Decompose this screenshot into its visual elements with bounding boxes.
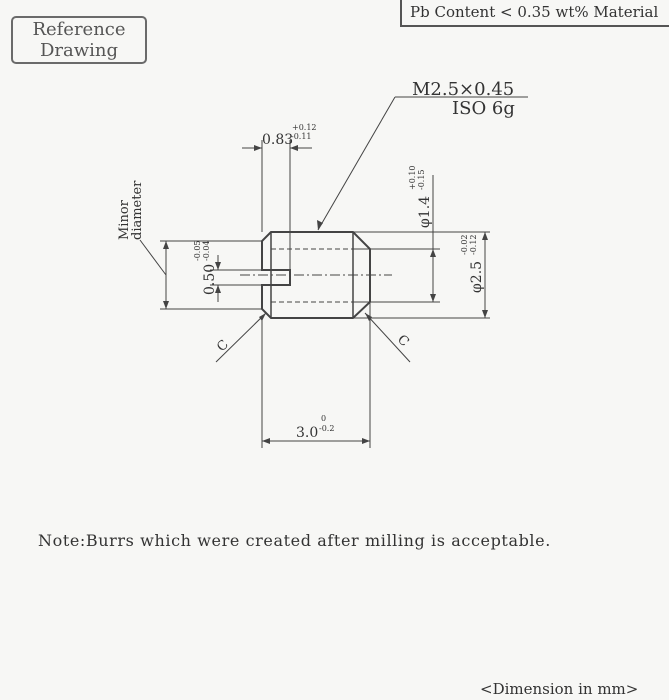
minor-label-line2: diameter	[130, 180, 145, 240]
arrowhead-minor-bottom	[163, 301, 169, 309]
outer-dia-tol-lower: -0.12	[469, 234, 478, 255]
arrowhead-outer-bottom	[482, 310, 488, 318]
arrowhead-length-left	[262, 438, 270, 444]
slot-width-tol-upper: +0.12	[292, 123, 317, 132]
reference-line-1: Reference	[32, 19, 126, 40]
chamfer-label-right: C	[394, 332, 412, 350]
arrowhead-minor-top	[163, 241, 169, 249]
bore-dia-tol-upper: +0.10	[408, 165, 417, 190]
arrowhead-bore-bottom	[430, 294, 436, 302]
note-text: Note:Burrs which were created after milling is acceptable.	[38, 531, 551, 550]
chamfer-label-left: C	[214, 337, 232, 355]
thread-leader-line	[318, 97, 395, 230]
outer-dia-value: φ2.5	[469, 260, 485, 293]
arrowhead-length-right	[362, 438, 370, 444]
length-tol-lower: -0.2	[319, 424, 335, 433]
slot-depth-tol-upper: -0.05	[193, 240, 202, 261]
slot-depth-tol-lower: -0.04	[202, 240, 211, 261]
slot-width-value: 0.83	[262, 132, 294, 148]
minor-label-line1: Minor	[117, 200, 132, 240]
arrowhead-outer-top	[482, 232, 488, 240]
thread-grade: ISO 6g	[452, 98, 515, 119]
length-value: 3.0	[296, 425, 319, 441]
arrowhead-bore-top	[430, 249, 436, 257]
thread-spec: M2.5×0.45	[412, 79, 515, 100]
bore-dia-tol-lower: -0.15	[417, 169, 426, 190]
dimension-unit: <Dimension in mm>	[480, 680, 639, 698]
reference-line-2: Drawing	[39, 40, 119, 61]
arrowhead-slot-left	[254, 145, 262, 151]
arrowhead-thread	[317, 220, 323, 230]
slot-width-tol-lower: -0.11	[291, 132, 312, 141]
material-note: Pb Content < 0.35 wt% Material	[410, 3, 659, 21]
outer-dia-tol-upper: -0.02	[460, 234, 469, 255]
minor-leader	[140, 240, 166, 275]
length-tol-upper: 0	[321, 414, 327, 423]
bore-dia-value: φ1.4	[417, 195, 433, 228]
slot-depth-value: 0.50	[202, 263, 218, 295]
arrowhead-chamfer-left	[259, 313, 266, 321]
